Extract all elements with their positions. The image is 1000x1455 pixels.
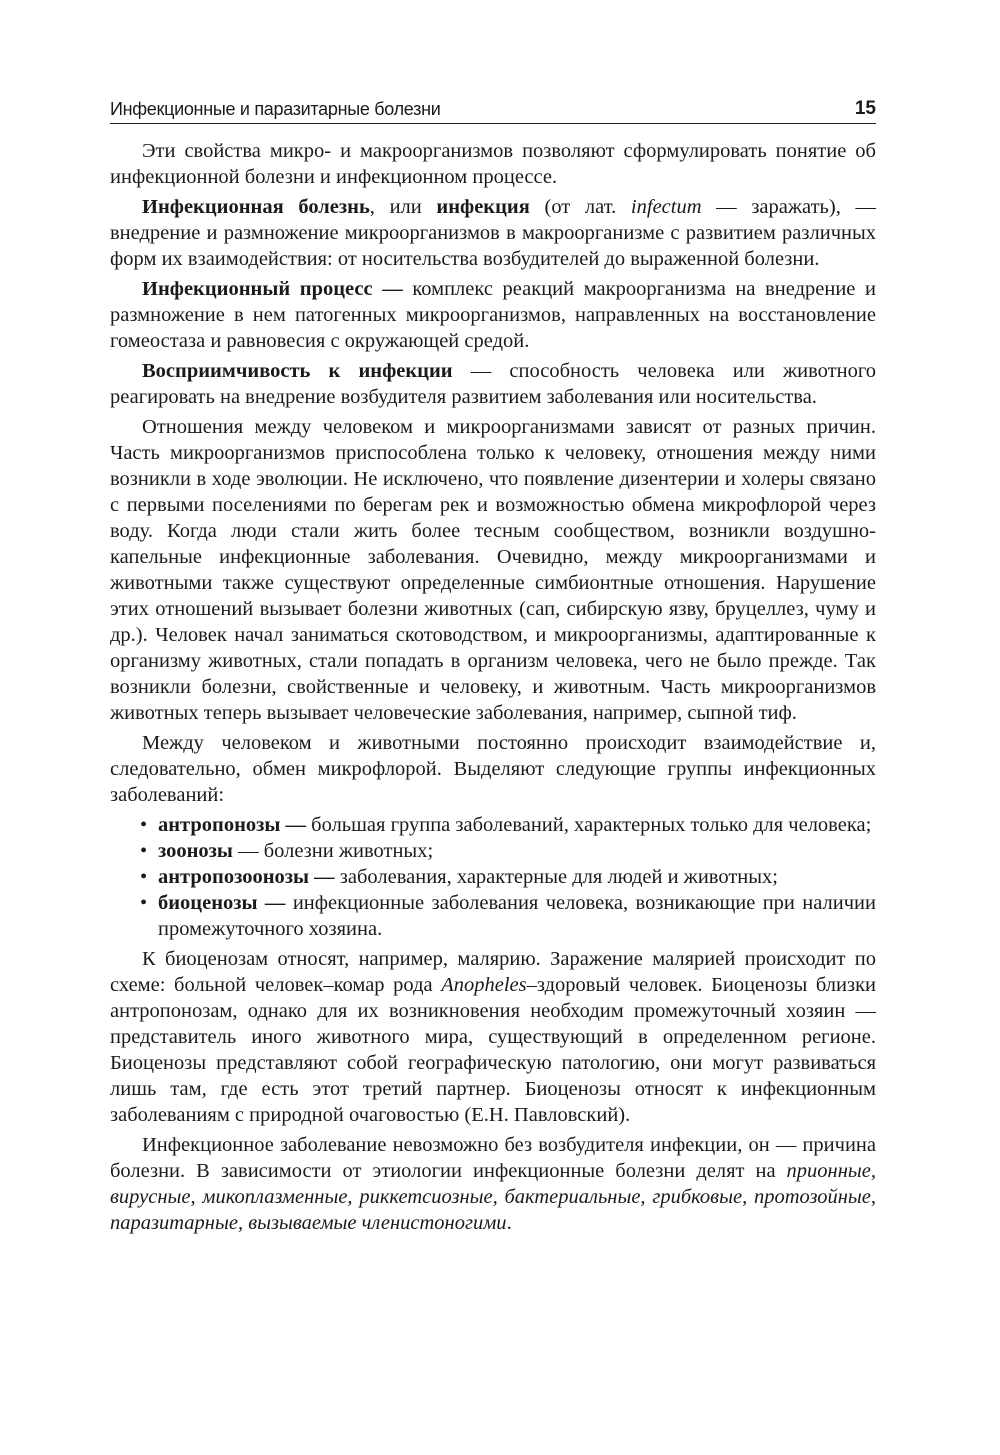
running-head xyxy=(110,98,876,124)
paragraph-biocenoses: К биоценозам относят, например, малярию. Заражение малярией происходит по схеме: больной человек–комар рода Anopheles–здоровый человек. Биоценозы близки антропонозам, однако для их возникновения необходим промежуточный хозяин — представитель иного животного мира, существующий в определенном регионе. Биоценозы представляют собой географическую патологию, они могут развиваться лишь там, где есть этот третий партнер. Биоценозы относят к инфекционным заболеваниям с природной очаговостью (Е.Н. Павловский). xyxy=(110,948,876,1126)
running-title: Инфекционные и паразитарные болезни xyxy=(110,99,441,119)
genus-anopheles: Anopheles xyxy=(441,974,527,996)
group-term: зоонозы xyxy=(158,840,233,862)
latin-term: infectum xyxy=(630,196,702,218)
book-page xyxy=(110,98,876,1240)
paragraph-groups-intro: Между человеком и животными постоянно происходит взаимодействие и, следовательно, обмен микрофлорой. Выделяют следующие группы инфекционных заболеваний: xyxy=(110,732,876,806)
paragraph-infectious-disease-definition: Инфекционная болезнь, или инфекция (от лат. infectum — заражать), — внедрение и размножение микроорганизмов в макроорганизме с развитием различных форм их взаимодействия: от носительства возбудителей до выраженной болезни. xyxy=(110,196,877,270)
disease-groups-list xyxy=(110,812,876,942)
paragraph-susceptibility-definition: Восприимчивость к инфекции — способность человека или животного реагировать на внедрение возбудителя развитием заболевания или носительства. xyxy=(110,360,876,408)
term-infectious-disease: Инфекционная болезнь xyxy=(142,196,370,218)
list-item: • антропонозы — большая группа заболеваний, характерных только для человека; xyxy=(140,814,872,836)
paragraph-human-microbe-relations: Отношения между человеком и микроорганизмами зависят от разных причин. Часть микроорганизмов приспособлена только к человеку, отношения между ними возникли в ходе эволюции. Не исключено, что появление дизентерии и холеры связано с первыми поселениями по берегам рек и возможностью обмена микрофлорой через воду. Когда люди стали жить более тесным сообществом, возникли воздушно-капельные инфекционные заболевания. Очевидно, между микроорганизмами и животными также существуют определенные симбионтные отношения. Нарушение этих отношений вызывает болезни животных (сап, сибирскую язву, бруцеллез, чуму и др.). Человек начал заниматься скотоводством, и микроорганизмы, адаптированные к организму животных, стали попадать в организм человека, чего не было прежде. Так возникли болезни, свойственные и человеку, и животным. Часть микроорганизмов животных теперь вызывает человеческие заболевания, например, сыпной тиф. xyxy=(110,416,876,724)
bullet-icon: • xyxy=(140,840,148,862)
bullet-icon: • xyxy=(140,814,148,836)
list-item: • зоонозы — болезни животных; xyxy=(140,840,434,862)
body-text xyxy=(110,138,876,1236)
etiology-classes: прионные, вирусные, микоплазменные, риккетсиозные, бактериальные, грибковые, протозойные, паразитарные, вызываемые членистоногими xyxy=(110,1160,876,1234)
term-infectious-process: Инфекционный процесс — xyxy=(142,278,403,300)
bullet-icon: • xyxy=(140,866,148,888)
group-term: биоценозы — xyxy=(158,892,286,914)
term-infection: инфекция xyxy=(436,196,530,218)
group-term: антропозоонозы — xyxy=(158,866,335,888)
paragraph-infectious-process-definition: Инфекционный процесс — комплекс реакций макроорганизма на внедрение и размножение в нем патогенных микроорганизмов, направленных на восстановление гомеостаза и равновесия с окружающей средой. xyxy=(110,278,876,352)
paragraph-intro: Эти свойства микро- и макроорганизмов позволяют сформулировать понятие об инфекционной болезни и инфекционном процессе. xyxy=(110,140,876,188)
list-item: • антропозоонозы — заболевания, характерные для людей и животных; xyxy=(140,866,778,888)
page-number: 15 xyxy=(854,98,876,119)
bullet-icon: • xyxy=(140,892,148,914)
list-item: • биоценозы — инфекционные заболевания человека, возникающие при наличии промежуточного хозяина. xyxy=(140,892,876,940)
paragraph-etiology: Инфекционное заболевание невозможно без возбудителя инфекции, он — причина болезни. В зависимости от этиологии инфекционные болезни делят на прионные, вирусные, микоплазменные, риккетсиозные, бактериальные, грибковые, протозойные, паразитарные, вызываемые членистоногими. xyxy=(110,1134,876,1234)
term-susceptibility: Восприимчивость к инфекции xyxy=(142,360,453,382)
group-term: антропонозы — xyxy=(158,814,307,836)
